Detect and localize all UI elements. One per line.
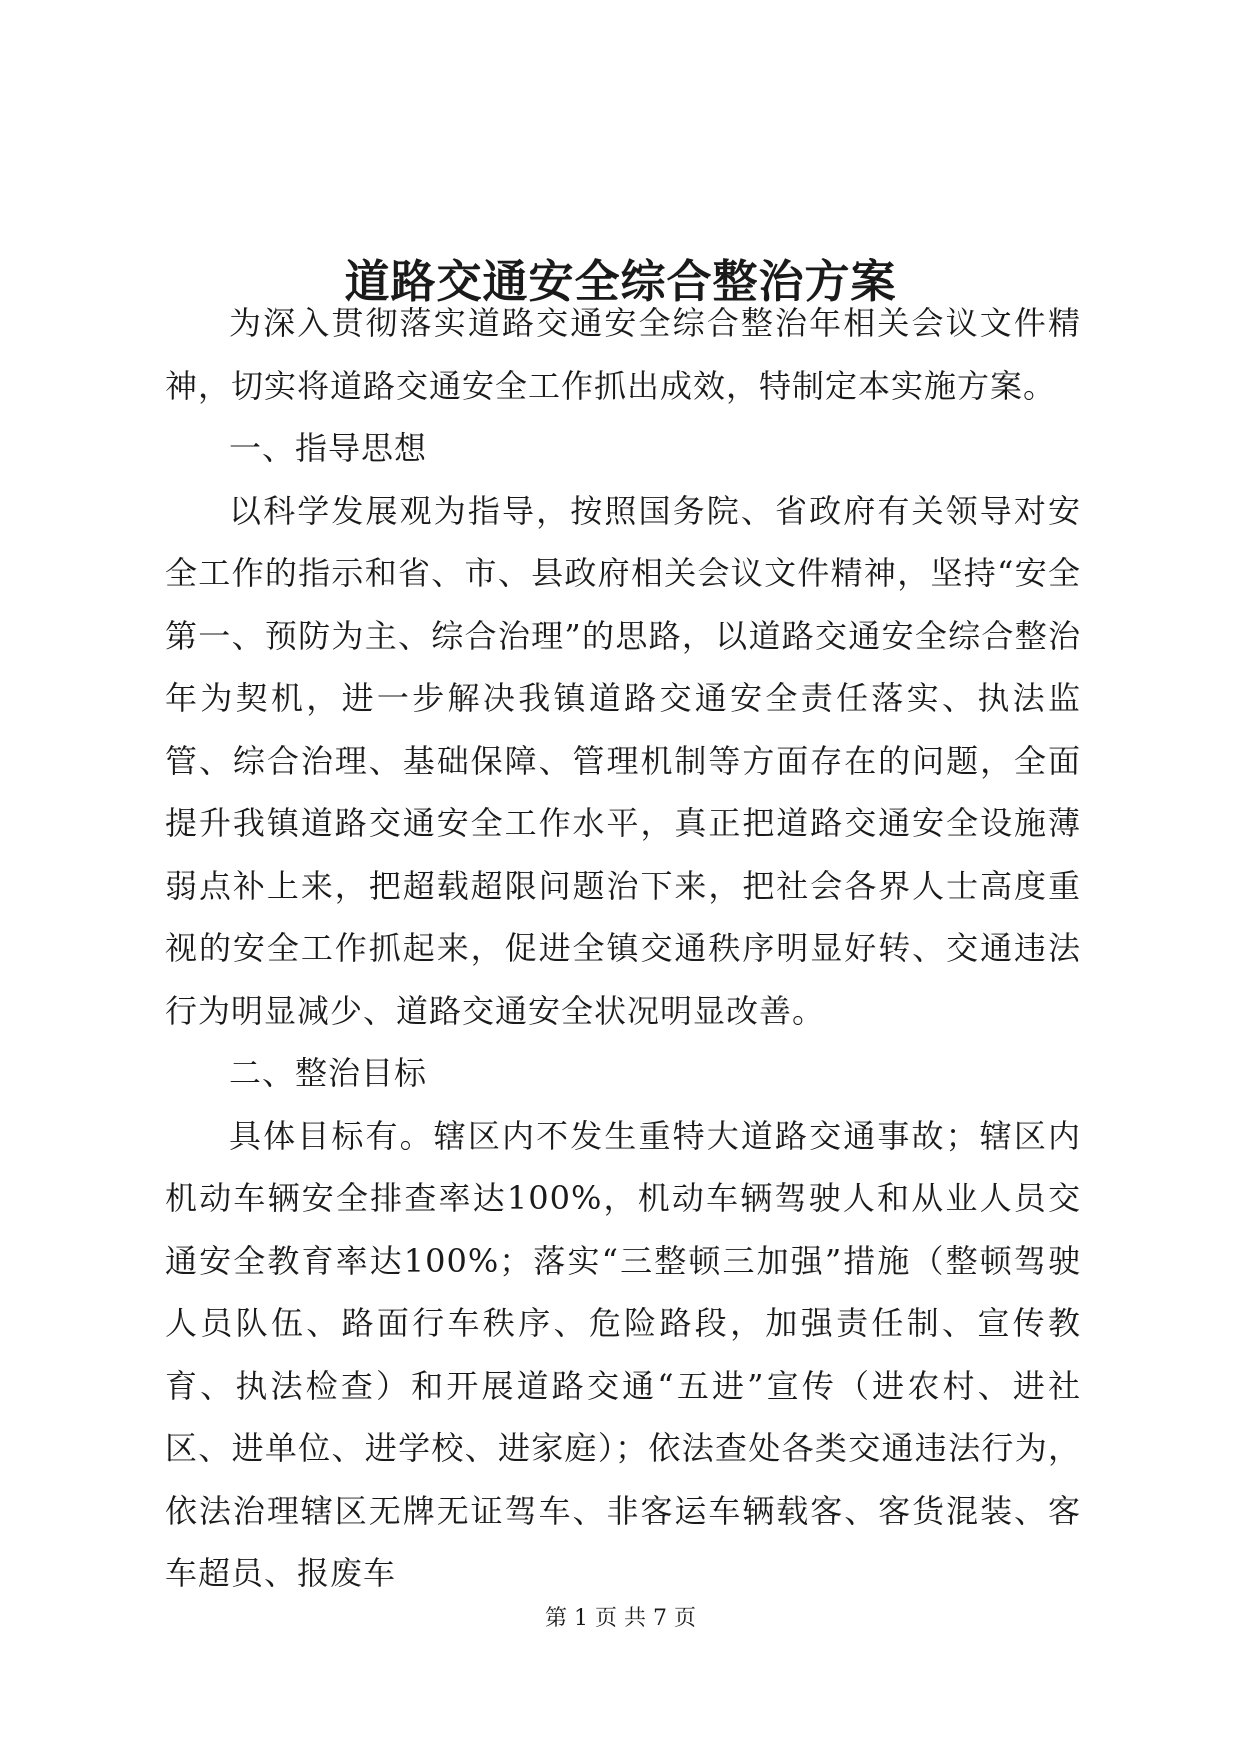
guiding-ideology-paragraph: 以科学发展观为指导，按照国务院、省政府有关领导对安全工作的指示和省、市、县政府相关会议文件精神，坚持“安全第一、预防为主、综合治理”的思路，以道路交通安全综合整治年为契机，进一步解决我镇道路交通安全责任落实、执法监管、综合治理、基础保障、管理机制等方面存在的问题，全面提升我镇道路交通安全工作水平，真正把道路交通安全设施薄弱点补上来，把超载超限问题治下来，把社会各界人士高度重视的安全工作抓起来，促进全镇交通秩序明显好转、交通违法行为明显减少、道路交通安全状况明显改善。 [165,491,1081,1030]
page-footer: 第 1 页 共 7 页 [545,1606,696,1631]
section-heading-goals: 二、整治目标 [229,1054,428,1092]
section-heading-guiding-ideology: 一、指导思想 [229,429,428,467]
document-title: 道路交通安全综合整治方案 [344,255,897,309]
document-body [165,292,1081,1605]
goals-paragraph: 具体目标有。辖区内不发生重特大道路交通事故；辖区内机动车辆安全排查率达100%，机动车辆驾驶人和从业人员交通安全教育率达100%；落实“三整顿三加强”措施（整顿驾驶人员队伍、路面行车秩序、危险路段，加强责任制、宣传教育、执法检查）和开展道路交通“五进”宣传（进农村、进社区、进单位、进学校、进家庭）；依法查处各类交通违法行为，依法治理辖区无牌无证驾车、非客运车辆载客、客货混装、客车超员、报废车 [165,1116,1081,1592]
intro-paragraph: 为深入贯彻落实道路交通安全综合整治年相关会议文件精神，切实将道路交通安全工作抓出成效，特制定本实施方案。 [165,304,1081,405]
